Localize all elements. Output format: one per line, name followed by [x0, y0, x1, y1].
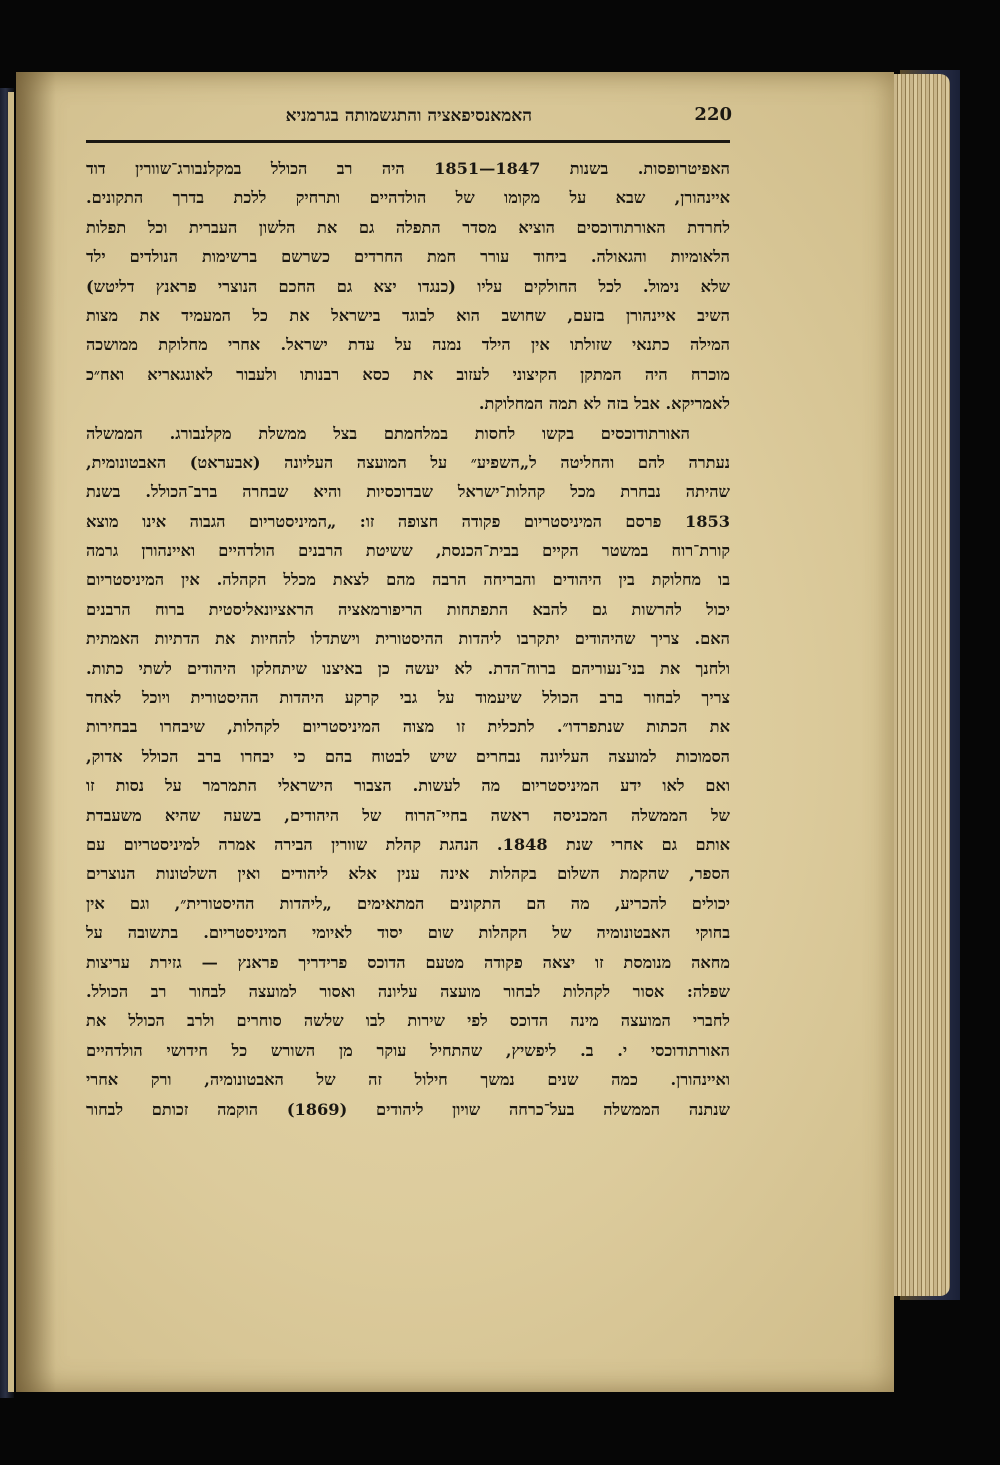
text-line: האם. צריך שהיהודים יתקרבו ליהדות ההיסטורית וישתדלו להחיות את הדתיות האמתית [86, 629, 730, 649]
text-line: הסמוכות למועצה העליונה נבחרים שיש לבטוח בהם כי יבחרו ברב הכולל אדוק, [86, 746, 730, 766]
text-line: מוכרח היה המתקן הקיצוני לעזוב את כסא רבנותו ולעבור לאונגאריא ואח״כ [86, 364, 730, 384]
text-line: 1853 פרסם המיניסטריום פקודה חצופה זו: „המיניסטריום הגבוה אינו מוצא [86, 511, 730, 531]
running-header [92, 104, 732, 134]
text-line: לחרדת האורתודוכסים הוציא מסדר התפלה גם את הלשון העברית וכל תפלות [86, 217, 730, 237]
text-line: קורת־רוח במשטר הקיים בבית־הכנסת, ששיטת הרבנים הולדהיים ואיינהורן גרמה [86, 541, 730, 561]
text-line: לחברי המועצה מינה הדוכס לפי שירות לבו שלשה סוחרים ולרב הכולל את [86, 1011, 730, 1031]
text-line: האפיטרופסות. בשנות 1847—1851 היה רב הכולל במקלנבורג־שוורין דוד [86, 159, 730, 178]
text-line: שהיתה נבחרת מכל קהלות־ישראל שבדוכסיות והיא שבחרה ברב־הכולל. בשנת [86, 482, 730, 502]
text-line: נעתרה להם והחליטה ל„השפיע״ על המועצה העליונה (אבעראט) האבטונומית, [86, 452, 730, 472]
text-line: ואיינהורן. כמה שנים נמשך חילול זה של האבטונומיה, ורק אחרי [86, 1070, 730, 1090]
text-line: ולחנך את בני־נעוריהם ברוח־הדת. לא יעשה כן באיצנו שיתחלקו היהודים לשתי כתות. [86, 658, 730, 678]
header-rule [86, 140, 730, 143]
body-text [86, 154, 730, 1124]
text-line: הספר, שהקמת השלום בקהלות אינה ענין אלא ליהודים ואין השלטונות הנוצרים [86, 864, 730, 884]
text-line: ואם לאו ידע המיניסטריום מה לעשות. הצבור הישראלי התמרמר על נסות זו [86, 776, 730, 796]
text-line: איינהורן, שבא על מקומו של הולדהיים ותרחיק ללכת בדרך התקונים. [86, 188, 730, 208]
text-line: האורתודוכסי י. ב. ליפשיץ, שהתחיל עוקר מן השורש כל חידושי הולדהיים [86, 1040, 730, 1060]
text-line: שלא נימול. לכל החולקים עליו (כנגדו יצא גם החכם הנוצרי פראנץ דליטש) [86, 276, 730, 296]
text-line: צריך לבחור ברב הכולל שיעמוד על גבי קרקע היהדות ההיסטורית ויוכל לאחד [86, 688, 730, 708]
text-line: יכולים להכריע, מה הם התקונים המתאימים „ליהדות ההיסטורית״, וגם אין [86, 893, 730, 913]
page-number: 220 [694, 104, 732, 125]
text-line: המילה כתנאי שזולתו אין הילד נמנה על עדת ישראל. אחרי מחלוקת ממושכה [86, 335, 730, 355]
text-line: האורתודוכסים בקשו לחסות במלחמתם בצל ממשלת מקלנבורג. הממשלה [86, 423, 690, 443]
text-line: מחאה מנומסת זו יצאה פקודה מטעם הדוכס פרידריך פראנץ — גזירת עריצות [86, 952, 730, 972]
text-line: אותם גם אחרי שנת 1848. הנהגת קהלת שוורין הבירה אמרה למיניסטריום עם [86, 834, 730, 854]
text-line: יכול להרשות גם להבא התפתחות הריפורמאציה הראציונאליסטית ברוח הרבנים [86, 599, 730, 619]
text-line: השיב איינהורן בזעם, שחושב הוא לבוגד בישראל את כל המעמיד את מצות [86, 305, 730, 325]
text-line: שפלה: אסור לקהלות לבחור מועצה עליונה ואסור למועצה לבחור רב הכולל. [86, 981, 730, 1001]
text-line: שנתנה הממשלה בעל־כרחה שויון ליהודים (1869) הוקמה זכותם לבחור [86, 1099, 730, 1119]
text-line: הלאומיות והגאולה. ביחוד עורר חמת החרדים כשרשם ברשימות הנולדים ילד [86, 247, 730, 267]
text-line: בו מחלוקת בין היהודים והבריחה הרבה מהם לצאת מכלל הקהלה. אין המיניסטריום [86, 570, 730, 590]
running-title: האמאנסיפאציה והתגשמותה בגרמניא [285, 106, 532, 126]
left-page-edge [8, 92, 14, 1392]
text-line: לאמריקא. אבל בזה לא תמה המחלוקת. [478, 394, 730, 414]
text-line: את הכתות שנתפרדו״. לתכלית זו מצוה המיניסטריום לקהלות, שיבחרו בבחירות [86, 717, 730, 737]
gutter-shadow [16, 72, 56, 1392]
text-line: של הממשלה המכניסה ראשה בחיי־הרוח של היהודים, בשעה שהיא משעבדת [86, 805, 730, 825]
text-line: בחוקי האבטונומיה של הקהלות שום יסוד לאיומי המיניסטריום. בתשובה על [86, 923, 730, 943]
